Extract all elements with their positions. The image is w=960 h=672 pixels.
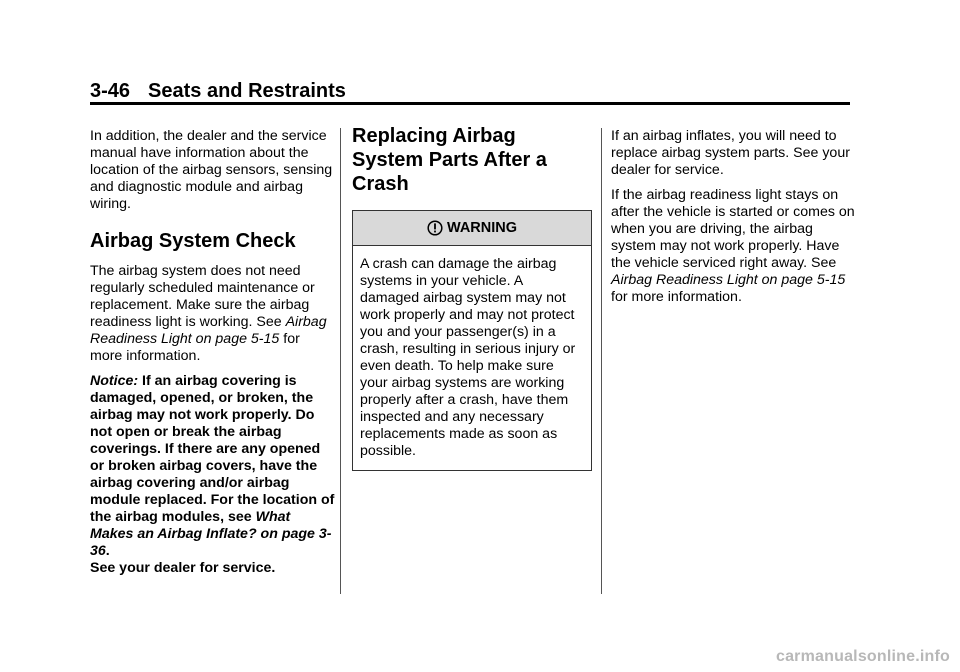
column-divider-1 [340, 128, 341, 594]
check-paragraph: The airbag system does not need regularly scheduled maintenance or replacement. Make sure the airbag readiness light is working. See Airbag Readiness Light on page 5-15 for more information. [90, 263, 327, 364]
warning-text: A crash can damage the airbag systems in your vehicle. A damaged airbag system may not work properly and may not protect you and your passenger(s) in a crash, resulting in serious injury or even death. To help make sure your airbag systems are working properly after a crash, have them inspected and any necessary replacements made as soon as possible. [360, 256, 576, 459]
header-rule [90, 102, 850, 105]
readiness-light-reference[interactable]: Airbag Readiness Light on page 5-15 [90, 314, 327, 347]
warning-header [353, 211, 591, 246]
page-number: 3-46 [90, 80, 131, 102]
column-divider-2 [601, 128, 602, 594]
warning-box [352, 210, 592, 471]
notice-tail: See your dealer for service. [90, 560, 276, 576]
inflate-paragraph: If an airbag inflates, you will need to replace airbag system parts. See your dealer for service. [611, 128, 850, 178]
watermark: carmanualsonline.info [775, 648, 950, 665]
readiness-paragraph: If the airbag readiness light stays on after the vehicle is started or comes on when you are driving, the airbag system may not work properly. Have the vehicle serviced right away. See Airbag Readiness Light on page 5-15 for more information. [611, 187, 855, 305]
notice-label: Notice: [90, 373, 139, 389]
notice-paragraph: Notice: If an airbag covering is damaged, opened, or broken, the airbag may not work properly. Do not open or break the airbag coverings. If there are any opened or broken airbag covers, have the airbag covering and/or airbag module replaced. For the location of the airbag modules, see What Makes an Airbag Inflate? on page 3-36. See your dealer for service. [90, 373, 335, 576]
page-header [90, 80, 346, 103]
column-left [90, 128, 335, 585]
column-middle [352, 124, 592, 471]
warning-label: WARNING [446, 219, 518, 236]
intro-paragraph: In addition, the dealer and the service manual have information about the location of the airbag sensors, sensing and diagnostic module and airbag wiring. [90, 128, 333, 212]
column-right [611, 128, 861, 314]
warning-icon [427, 220, 443, 236]
replacing-parts-heading: Replacing Airbag System Parts After a Crash [352, 125, 547, 195]
readiness-light-reference-2[interactable]: Airbag Readiness Light on page 5-15 [611, 272, 846, 288]
airbag-system-check-heading: Airbag System Check [90, 230, 296, 252]
airbag-inflate-reference[interactable]: What Makes an Airbag Inflate? on page 3-36 [90, 509, 332, 559]
section-title: Seats and Restraints [148, 80, 346, 102]
